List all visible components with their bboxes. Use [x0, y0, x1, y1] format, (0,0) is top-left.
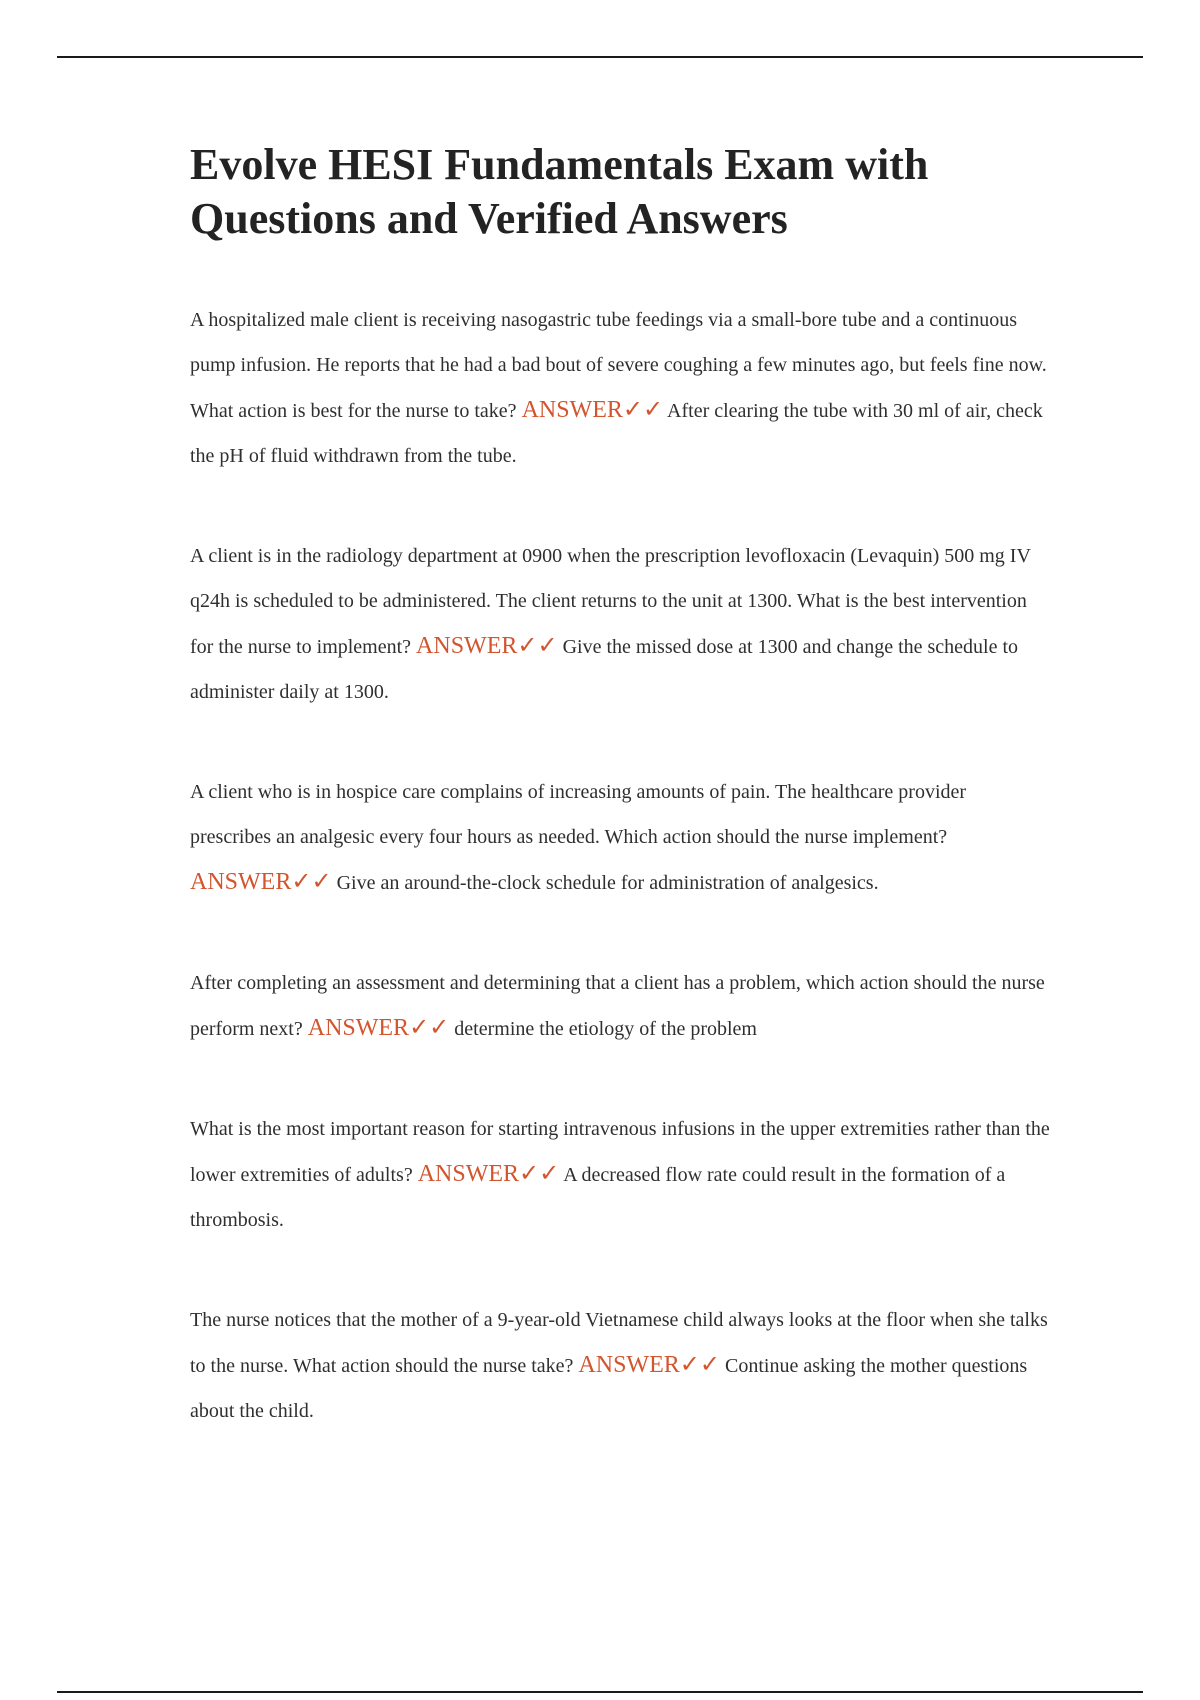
answer-text: Give an around-the-clock schedule for administration of analgesics.	[336, 872, 879, 894]
question-text: After completing an assessment and determining that a client has a problem, which action should the nurse perform next?	[190, 972, 1045, 1040]
qa-item-1	[190, 298, 1050, 479]
question-text: The nurse notices that the mother of a 9-year-old Vietnamese child always looks at the floor when she talks to the nurse. What action should the nurse take?	[190, 1309, 1048, 1377]
qa-item-2	[190, 534, 1050, 715]
answer-text: A decreased flow rate could result in the formation of a thrombosis.	[190, 1164, 1006, 1231]
answer-tag: ANSWER✓✓	[521, 397, 664, 423]
answer-tag: ANSWER✓✓	[190, 869, 332, 895]
top-rule	[57, 56, 1143, 58]
question-text: What is the most important reason for starting intravenous infusions in the upper extremities rather than the lower extremities of adults?	[190, 1118, 1050, 1186]
bottom-rule	[57, 1691, 1143, 1693]
answer-tag: ANSWER✓✓	[307, 1015, 450, 1041]
qa-item-5	[190, 1107, 1050, 1243]
answer-text: Continue asking the mother questions about the child.	[190, 1355, 1028, 1422]
document-title: Evolve HESI Fundamentals Exam with Questions and Verified Answers	[190, 140, 929, 243]
answer-text: After clearing the tube with 30 ml of air, check the pH of fluid withdrawn from the tube.	[190, 400, 1043, 467]
answer-text: determine the etiology of the problem	[454, 1018, 757, 1040]
document-body	[190, 138, 1050, 1489]
answer-text: Give the missed dose at 1300 and change the schedule to administer daily at 1300.	[190, 636, 1019, 703]
answer-tag: ANSWER✓✓	[578, 1352, 720, 1378]
qa-item-4	[190, 961, 1050, 1052]
qa-list	[190, 298, 1050, 1434]
qa-item-6	[190, 1298, 1050, 1434]
question-text: A client is in the radiology department at 0900 when the prescription levofloxacin (Levaquin) 500 mg IV q24h is scheduled to be administered. The client returns to the unit at 1300. What is the best intervention for the nurse to implement?	[190, 545, 1031, 658]
question-text: A hospitalized male client is receiving nasogastric tube feedings via a small-bore tube and a continuous pump infusion. He reports that he had a bad bout of severe coughing a few minutes ago, but feels fine now. What action is best for the nurse to take?	[190, 309, 1047, 422]
answer-tag: ANSWER✓✓	[416, 633, 558, 659]
question-text: A client who is in hospice care complains of increasing amounts of pain. The healthcare provider prescribes an analgesic every four hours as needed. Which action should the nurse implement?	[190, 781, 967, 848]
qa-item-3	[190, 770, 1050, 906]
answer-tag: ANSWER✓✓	[417, 1161, 560, 1187]
